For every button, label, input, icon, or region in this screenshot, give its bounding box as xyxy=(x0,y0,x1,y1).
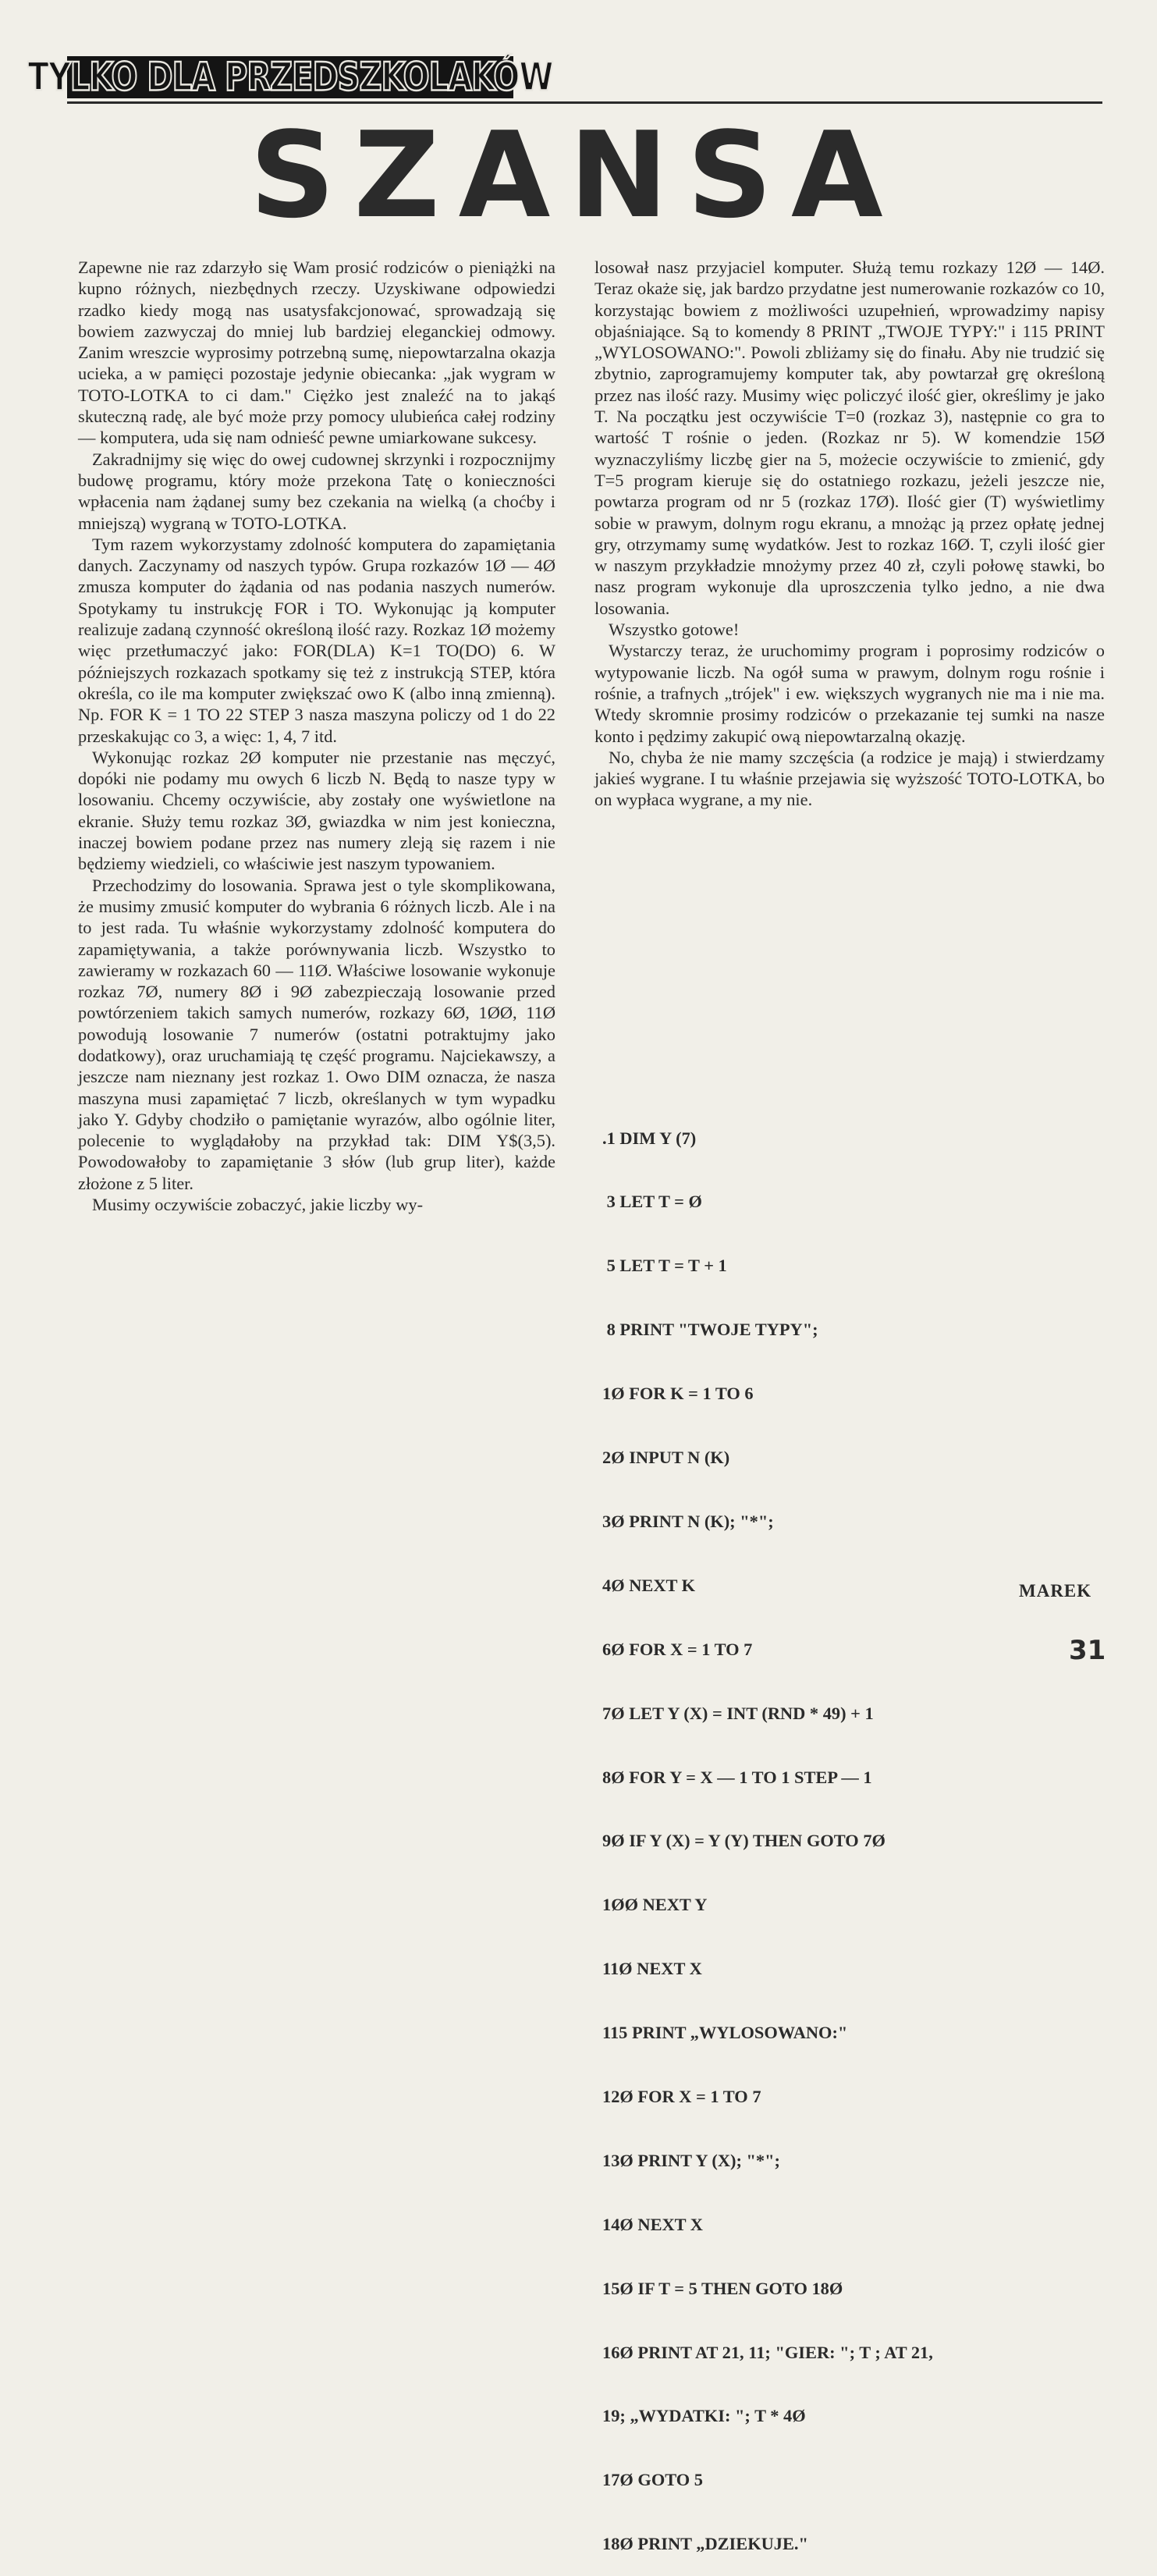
right-column xyxy=(594,257,1105,811)
paragraph: Przechodzimy do losowania. Sprawa jest o tyle skomplikowana, że musimy zmusić komputer do wybrania 6 różnych liczb. Ale i na to jest rada. Tu właśnie wykorzystamy zdolność komputera do zapamiętywania, a także porównywania liczb. Wszystko to zawieramy w rozkazach 60 — 11Ø. Właściwe losowanie wykonuje rozkaz 7Ø, numery 8Ø i 9Ø zabezpieczają losowanie przed powtórzeniem takich samych numerów, rozkazy 6Ø, 1ØØ, 11Ø powodują losowanie 7 numerów (ostatni potraktujmy jako dodatkowy), oraz uruchamiają tę część programu. Najciekawszy, a jeszcze nam nieznany jest rozkaz 1. Owo DIM oznacza, że nasza maszyna musi zapamiętać 7 liczb, określanych w tym wypadku jako Y. Gdyby chodziło o pamiętanie wyrazów, albo ogólnie liter, polecenie to wyglądałoby na przykład tak: DIM Y$(3,5). Powodowałoby to zapamiętanie 3 słów (lub grup liter), każde złożone z 5 liter. xyxy=(78,875,555,1193)
author-signature: MAREK xyxy=(1019,1581,1092,1601)
code-line: 115 PRINT „WYLOSOWANO:" xyxy=(602,2023,848,2043)
paragraph: Musimy oczywiście zobaczyć, jakie liczby wy- xyxy=(92,1195,424,1215)
code-line: 9Ø IF Y (X) = Y (Y) THEN GOTO 7Ø xyxy=(602,1831,885,1851)
article-title: SZANSA xyxy=(250,106,902,244)
code-line: 1ØØ NEXT Y xyxy=(602,1895,708,1915)
paragraph: Zapewne nie raz zdarzyło się Wam prosić rodziców o pieniążki na kupno różnych, niezbędnych rzeczy. Uzyskiwane odpowiedzi rzadko kiedy mogą nas usatysfakcjonować, sprowadzają się bowiem zazwyczaj do mniej lub bardziej eleganckiej odmowy. Zanim wreszcie wyprosimy potrzebną sumę, niepowtarzalna okazja ucieka, a w pamięci pozostaje jedynie obiecanka: „jak wygram w TOTO-LOTKA to ci dam." Ciężko jest znaleźć na to jakąś skuteczną radę, ale być może przy pomocy ulubieńca całej rodziny — komputera, uda się nam odnieść pewne umiarkowane sukcesy. xyxy=(78,258,555,448)
left-column xyxy=(78,257,555,1215)
section-banner xyxy=(27,55,553,100)
paragraph: Wszystko gotowe! xyxy=(609,620,740,640)
code-line: 7Ø LET Y (X) = INT (RND * 49) + 1 xyxy=(602,1703,874,1723)
code-line: 2Ø INPUT N (K) xyxy=(602,1448,730,1468)
paragraph: Wykonując rozkaz 2Ø komputer nie przestanie nas męczyć, dopóki nie podamy mu owych 6 liczb N. Będą to nasze typy w losowaniu. Chcemy oczywiście, aby zostały one wyświetlone na ekranie. Służy temu rozkaz 3Ø, gwiazdka w nim jest konieczna, inaczej bowiem podane przez nas numery zleją się razem i nie będziemy wiedzieli, co właściwie jest naszym typowaniem. xyxy=(78,747,555,874)
code-line: 3Ø PRINT N (K); "*"; xyxy=(602,1511,774,1531)
code-line: 19; „WYDATKI: "; T * 4Ø xyxy=(602,2406,806,2426)
code-line: 16Ø PRINT AT 21, 11; "GIER: "; T ; AT 21, xyxy=(602,2342,933,2362)
paragraph: Tym razem wykorzystamy zdolność komputera do zapamiętania danych. Zaczynamy od naszych typów. Grupa rozkazów 1Ø — 4Ø zmusza komputer do żądania od nas podania naszych numerów. Spotykamy tu instrukcję FOR i TO. Wykonując ją komputer realizuje zadaną czynność określoną ilość razy. Rozkaz 1Ø możemy więc przetłumaczyć jako: FOR(DLA) K=1 TO(DO) 6. W późniejszych rozkazach spotkamy się też z instrukcją STEP, która określa, co ile ma komputer zwiększać owo K (albo inną zmienną). Np. FOR K = 1 TO 22 STEP 3 nasza maszyna policzy od 1 do 22 przeskakując co 3, a więc: 1, 4, 7 itd. xyxy=(78,534,555,746)
code-line: 15Ø IF T = 5 THEN GOTO 18Ø xyxy=(602,2278,843,2298)
code-line: 8Ø FOR Y = X — 1 TO 1 STEP — 1 xyxy=(602,1767,872,1787)
code-line: 4Ø NEXT K xyxy=(602,1575,696,1595)
code-line: 14Ø NEXT X xyxy=(602,2214,703,2234)
section-label: TYLKO DLA PRZEDSZKOLAKÓW xyxy=(27,55,553,100)
code-line: 5 LET T = T + 1 xyxy=(602,1256,727,1276)
code-line: 11Ø NEXT X xyxy=(602,1959,702,1979)
paragraph: No, chyba że nie mamy szczęścia (a rodzice je mają) i stwierdzamy jakieś wygrane. I tu właśnie przejawia się wyższość TOTO-LOTKA, bo on wypłaca wygrane, a my nie. xyxy=(594,747,1105,810)
code-line: 1Ø FOR K = 1 TO 6 xyxy=(602,1384,754,1404)
code-line: 6Ø FOR X = 1 TO 7 xyxy=(602,1639,753,1659)
code-line: .1 DIM Y (7) xyxy=(602,1128,697,1148)
header-rule xyxy=(67,101,1102,104)
code-line: 13Ø PRINT Y (X); "*"; xyxy=(602,2150,781,2170)
paragraph: Zakradnijmy się więc do owej cudownej skrzynki i rozpocznijmy budowę programu, który może przekona Tatę o konieczności wpłacenia nam żądanej sumy bez czekania na wielką (a choćby i mniejszą) wygraną w TOTO-LOTKA. xyxy=(78,449,555,533)
code-line: 12Ø FOR X = 1 TO 7 xyxy=(602,2086,761,2106)
paragraph: losował nasz przyjaciel komputer. Służą temu rozkazy 12Ø — 14Ø. Teraz okaże się, jak bardzo przydatne jest numerowanie rozkazów co 10, korzystając bowiem z możliwości uzupełnień, wprowadzimy napisy objaśniające. Są to komendy 8 PRINT „TWOJE TYPY:" i 115 PRINT „WYLOSOWANO:". Powoli zbliżamy się do finału. Aby nie trudzić się zbytnio, zaprogramujemy komputer tak, aby powtarzał grę określoną przez nas ilość razy. Musimy więc policzyć ilość gier, określimy je jako T. Na początku jest oczywiście T=0 (rozkaz 3), następnie co gra to wartość T rośnie o jeden. (Rozkaz nr 5). W komendzie 15Ø wyznaczyliśmy liczbę gier na 5, możecie oczywiście to zmienić, gdy T=5 program kieruje się do ostatniego rozkazu, jeżeli jeszcze nie, powtarza program od nr 5 (rozkaz 17Ø). Ilość gier (T) wyświetlimy sobie w prawym, dolnym rogu ekranu, a mnożąc ją przez opłatę jednej gry, otrzymamy sumę wydatków. Jest to rozkaz 16Ø. T, czyli ilość gier w naszym przykładzie mnożymy przez 40 zł, czyli połowę stawki, bo nasz program wykonuje dla uproszczenia tylko jedno, a nie dwa losowania. xyxy=(594,258,1105,618)
code-line: 3 LET T = Ø xyxy=(602,1192,702,1212)
program-listing xyxy=(602,1085,933,2576)
code-line: 8 PRINT "TWOJE TYPY"; xyxy=(602,1320,818,1340)
page-number: 31 xyxy=(1069,1635,1106,1666)
code-line: 18Ø PRINT „DZIEKUJE." xyxy=(602,2534,808,2554)
paragraph: Wystarczy teraz, że uruchomimy program i poprosimy rodziców o wytypowanie liczb. Na ogół suma w prawym, dolnym rogu rośnie i rośnie, a trafnych „trójek" i ew. większych wygranych nie ma i nie ma. Wtedy skromnie prosimy rodziców o przekazanie tej sumki na nasze konto i pędzimy zakupić ową niepowtarzalną okazję. xyxy=(594,641,1105,746)
code-line: 17Ø GOTO 5 xyxy=(602,2470,703,2490)
